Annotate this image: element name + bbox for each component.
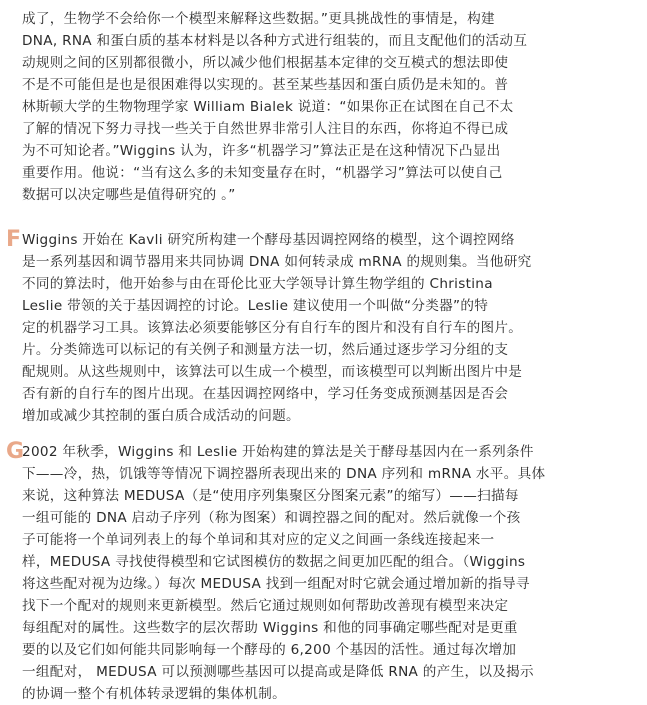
drop-cap-f: F	[6, 227, 22, 252]
text-line: 找下一个配对的规则来更新模型。然后它通过规则如何帮助改善现有模型来决定	[22, 598, 509, 614]
paragraph-2	[22, 229, 628, 427]
text-line: 不同的算法时，他开始参与由在哥伦比亚大学领导计算生物学组的 Christina	[22, 276, 493, 292]
text-line: 林斯顿大学的生物物理学家 William Bialek 说道：“如果你正在试图在自己不太	[22, 99, 514, 115]
text-line: 否有新的自行车的图片出现。在基因调控网络中，学习任务变成预测基因是否会	[22, 386, 509, 402]
paragraph-3	[22, 441, 628, 705]
text-line: 下——冷，热，饥饿等等情况下调控器所表现出来的 DNA 序列和 mRNA 水平。具体	[22, 466, 546, 482]
text-line: 片。分类筛选可以标记的有关例子和测量方法一切，然后通过逐步学习分组的支	[22, 342, 509, 358]
text-line: 配规则。从这些规则中，该算法可以生成一个模型，而该模型可以判断出图片中是	[22, 364, 523, 380]
text-line: 样，MEDUSA 寻找使得模型和它试图模仿的数据之间更加匹配的组合。（Wiggins	[22, 554, 526, 570]
text-line: 动规则之间的区别都很微小，所以减少他们根据基本定律的交互模式的想法即使	[22, 55, 509, 71]
text-line: Leslie 带领的关于基因调控的讨论。Leslie 建议使用一个叫做“分类器”的特	[22, 298, 489, 314]
text-line: 成了，生物学不会给你一个模型来解释这些数据。”更具挑战性的事情是，构建	[22, 11, 495, 27]
text-line: 子可能将一个单词列表上的每个单词和其对应的定义之间画一条线连接起来一	[22, 532, 495, 548]
text-line: 定的机器学习工具。该算法必须要能够区分有自行车的图片和没有自行车的图片。	[22, 320, 523, 336]
text-line: 了解的情况下努力寻找一些关于自然世界非常引人注目的东西，你将迫不得已成	[22, 121, 509, 137]
text-line: 要的以及它们如何能共同影响每一个酵母的 6,200 个基因的活性。通过每次增加	[22, 642, 517, 658]
text-line: 为不可知论者。”Wiggins 认为，许多“机器学习”算法正是在这种情况下凸显出	[22, 143, 501, 159]
text-line: 每组配对的属性。这些数字的层次帮助 Wiggins 和他的同事确定哪些配对是更重	[22, 620, 518, 636]
text-line: DNA, RNA 和蛋白质的基本材料是以各种方式进行组装的，而且支配他们的活动互	[22, 33, 528, 49]
text-line: 重要作用。他说：“当有这么多的未知变量存在时，“机器学习”算法可以使自己	[22, 165, 503, 181]
text-line: 2002 年秋季，Wiggins 和 Leslie 开始构建的算法是关于酵母基因内在一系列条件	[22, 444, 534, 460]
text-line: 一组可能的 DNA 启动子序列（称为图案）和调控器之间的配对。然后就像一个孩	[22, 510, 521, 526]
text-line: 是一系列基因和调节器用来共同协调 DNA 如何转录成 mRNA 的规则集。当他研究	[22, 254, 532, 270]
text-line: 将这些配对视为边缘。）每次 MEDUSA 找到一组配对时它就会通过增加新的指导寻	[22, 576, 530, 592]
text-line: Wiggins 开始在 Kavli 研究所构建一个酵母基因调控网络的模型，这个调控网络	[22, 232, 515, 248]
text-line: 来说，这种算法 MEDUSA（是“使用序列集聚区分图案元素”的缩写）——扫描每	[22, 488, 519, 504]
text-line: 一组配对， MEDUSA 可以预测哪些基因可以提高或是降低 RNA 的产生，以及揭示	[22, 664, 534, 680]
text-line: 不是不可能但是也是很困难得以实现的。甚至某些基因和蛋白质仍是未知的。普	[22, 77, 509, 93]
drop-cap-g: G	[6, 439, 25, 464]
text-line: 增加或减少其控制的蛋白质合成活动的问题。	[22, 408, 300, 424]
text-line: 的协调一整个有机体转录逻辑的集体机制。	[22, 686, 286, 702]
paragraph-1	[22, 8, 628, 206]
text-line: 数据可以决定哪些是值得研究的 。”	[22, 187, 236, 203]
